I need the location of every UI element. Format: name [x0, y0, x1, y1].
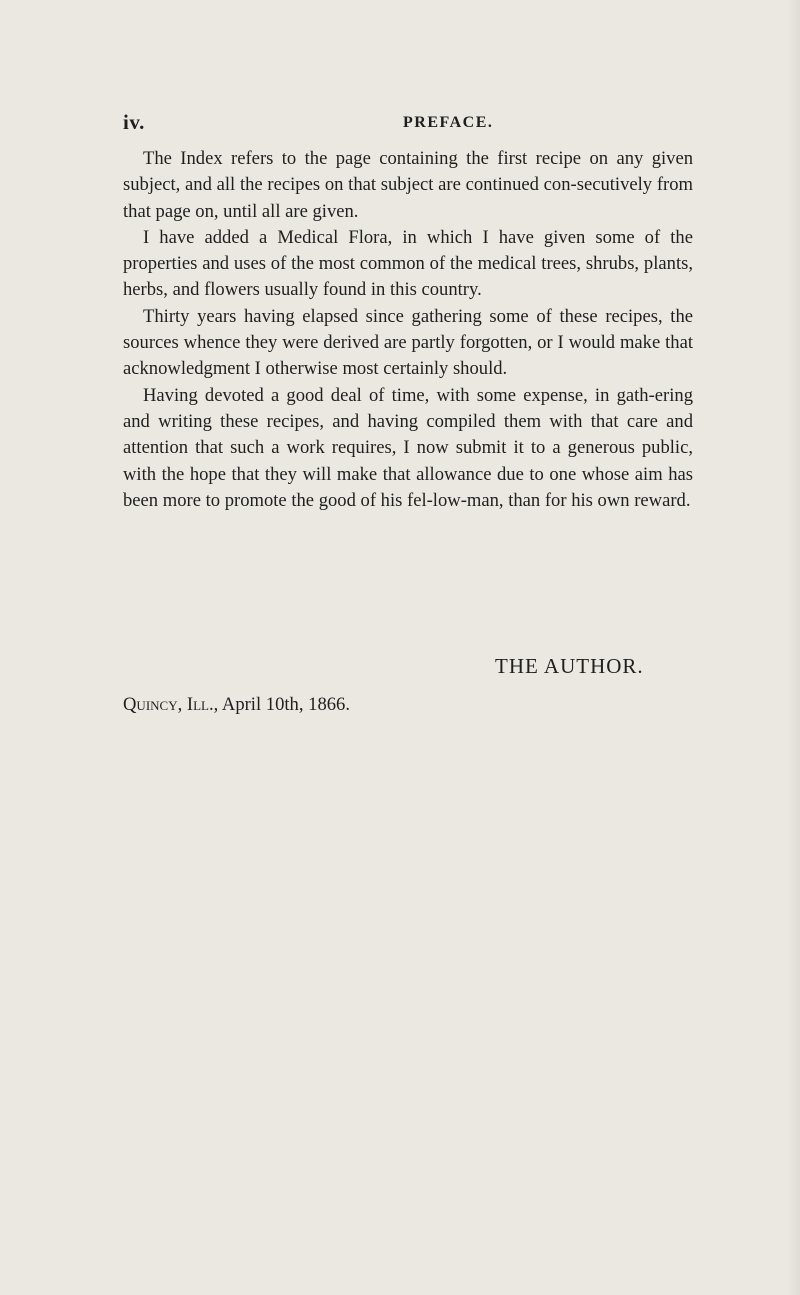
dateline-date: April 10th, 1866. [221, 694, 350, 715]
paragraph-submission: Having devoted a good deal of time, with some expense, in gath-ering and writing these recipes, and having compiled them with that care and attention that such a work requires, I now submit it to a generous public, with the hope that they will make that allowance due to one whose aim has been more to promote the good of his fel-low-man, than for his own reward. [123, 384, 693, 511]
page-header [123, 110, 693, 140]
page-number: iv. [123, 110, 145, 134]
paragraph-sources: Thirty years having elapsed since gathering some of these recipes, the sources whence they were derived are partly forgotten, or I would make that acknowledgment I otherwise most certainly should. [123, 305, 693, 380]
paragraph-index: The Index refers to the page containing the first recipe on any given subject, and all the recipes on that subject are continued con-secutively from that page on, until all are given. [123, 148, 693, 222]
preface-body [123, 146, 693, 514]
page-edge-shadow [786, 0, 800, 1295]
running-title: PREFACE. [403, 114, 494, 131]
paragraph-medical-flora: I have added a Medical Flora, in which I have given some of the properties and uses of the most common of the medical trees, shrubs, plants, herbs, and flowers usually found in this country. [123, 226, 693, 301]
author-signature: THE AUTHOR. [495, 654, 644, 678]
dateline-place: Quincy, Ill., [123, 694, 219, 715]
dateline [123, 694, 350, 716]
